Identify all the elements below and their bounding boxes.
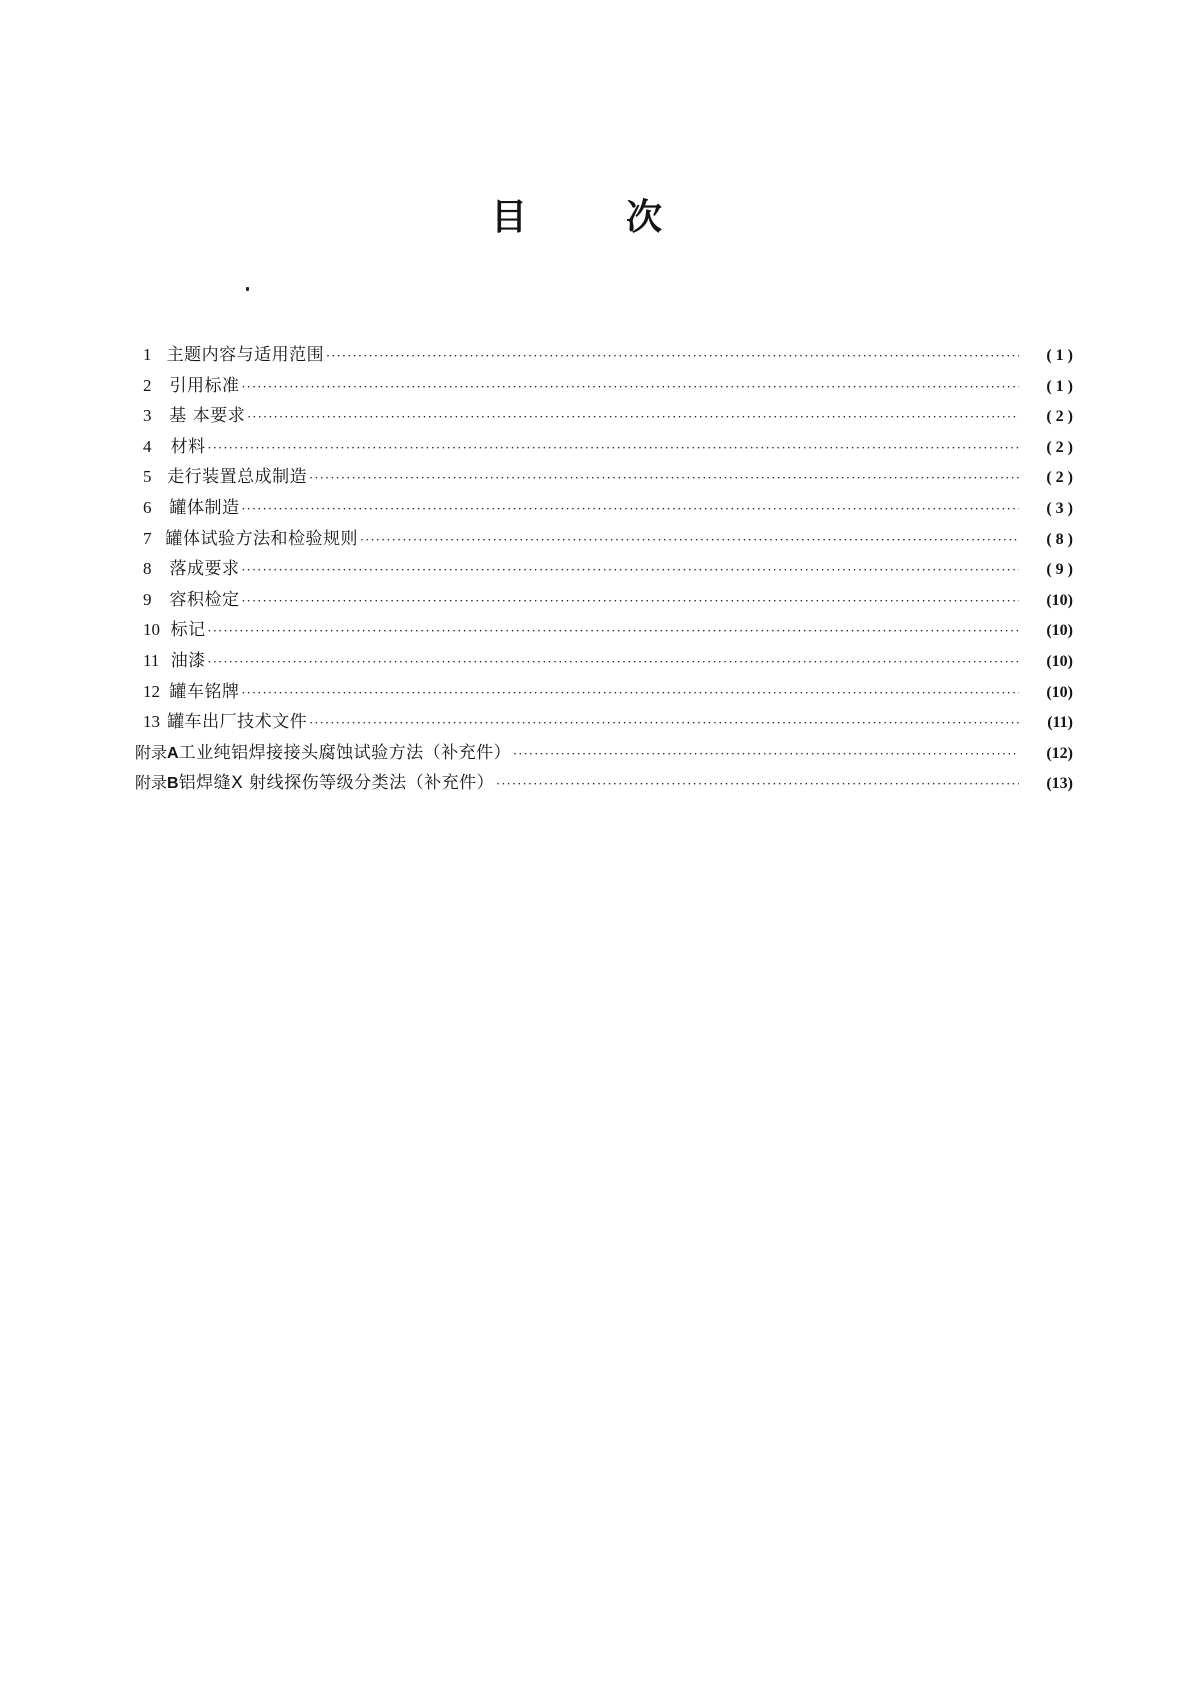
toc-entry-title: 主题内容与适用范围 bbox=[166, 345, 325, 365]
toc-entry-page: (10) bbox=[1046, 683, 1073, 701]
toc-entry-page: (11) bbox=[1047, 714, 1073, 732]
toc-entry-number: 8 bbox=[143, 559, 152, 579]
dot-leader bbox=[208, 616, 1019, 647]
toc-entry-number: 2 bbox=[143, 375, 152, 395]
toc-entry-number: 6 bbox=[143, 497, 152, 517]
toc-entry-title: 容积检定 bbox=[169, 589, 240, 610]
toc-entry-page: ( 9 ) bbox=[1046, 561, 1073, 579]
toc-entry-page: ( 2 ) bbox=[1046, 408, 1073, 426]
dot-leader bbox=[247, 402, 1019, 433]
toc-entry-title: 标记 bbox=[170, 620, 206, 641]
toc-entry[interactable] bbox=[143, 585, 1073, 616]
toc-entry-number: 9 bbox=[143, 589, 152, 609]
appendix-page: (13) bbox=[1046, 775, 1073, 793]
dot-leader bbox=[309, 463, 1019, 494]
toc-entry-page: (10) bbox=[1046, 591, 1073, 609]
toc-entry[interactable] bbox=[143, 371, 1073, 402]
toc-entry-number: 12 bbox=[143, 681, 160, 701]
toc-entry-number: 1 bbox=[143, 345, 152, 364]
toc-entry-number: 5 bbox=[143, 467, 152, 487]
appendix-label: 附录B bbox=[135, 773, 179, 793]
toc-appendix-entry[interactable] bbox=[135, 768, 1073, 799]
toc-entry[interactable] bbox=[143, 401, 1073, 432]
toc-entry[interactable] bbox=[143, 524, 1073, 555]
toc-entry[interactable] bbox=[143, 554, 1073, 585]
appendix-page: (12) bbox=[1046, 744, 1073, 762]
toc-entry-title: 材料 bbox=[170, 436, 206, 457]
toc-entry-title: 落成要求 bbox=[169, 559, 240, 580]
toc-entry-page: (10) bbox=[1046, 652, 1073, 670]
toc-appendix-entry[interactable] bbox=[135, 738, 1073, 769]
toc-entry-title: 罐车出厂技术文件 bbox=[167, 712, 308, 733]
toc-entry-title: 引用标准 bbox=[169, 375, 240, 396]
page-title bbox=[0, 196, 1191, 240]
toc-entry-title: 油漆 bbox=[170, 650, 206, 671]
toc-entry[interactable] bbox=[143, 677, 1073, 708]
toc-entry-number: 4 bbox=[143, 436, 152, 456]
toc-entry-number: 11 bbox=[143, 650, 160, 670]
toc-entry-number: 13 bbox=[143, 712, 160, 732]
toc-entry[interactable] bbox=[143, 493, 1073, 524]
toc-entry-number: 3 bbox=[143, 406, 152, 426]
dot-leader bbox=[513, 739, 1019, 770]
dot-leader bbox=[360, 525, 1019, 556]
toc-entry-number: 7 bbox=[143, 528, 152, 548]
dot-leader bbox=[496, 769, 1019, 800]
dot-leader bbox=[241, 678, 1019, 709]
toc-entry-page: ( 3 ) bbox=[1046, 499, 1073, 517]
toc-entry-title: 走行装置总成制造 bbox=[167, 467, 308, 488]
toc-entry[interactable] bbox=[143, 432, 1073, 463]
toc-entry[interactable] bbox=[143, 615, 1073, 646]
dot-leader bbox=[241, 555, 1019, 586]
dot-leader bbox=[241, 372, 1019, 403]
toc-entry-page: ( 1 ) bbox=[1046, 347, 1073, 364]
toc-entry-title: 罐车铭牌 bbox=[169, 681, 240, 702]
toc-entry-page: ( 2 ) bbox=[1046, 469, 1073, 487]
toc-entry[interactable] bbox=[143, 340, 1073, 371]
dot-leader bbox=[208, 433, 1019, 464]
dot-leader bbox=[241, 494, 1019, 525]
toc-entry-page: (10) bbox=[1046, 622, 1073, 640]
table-of-contents bbox=[135, 340, 1073, 799]
page-title-char-1: 目 bbox=[491, 197, 528, 238]
toc-entry[interactable] bbox=[143, 646, 1073, 677]
toc-entry-page: ( 2 ) bbox=[1046, 438, 1073, 456]
toc-entry-number: 10 bbox=[143, 620, 160, 640]
appendix-title: 铝焊缝X 射线探伤等级分类法（补充件） bbox=[178, 773, 495, 794]
dot-leader bbox=[241, 586, 1019, 617]
scan-speck bbox=[246, 287, 249, 291]
toc-entry-title: 基 本要求 bbox=[169, 406, 246, 427]
toc-entry-title: 罐体制造 bbox=[169, 497, 240, 518]
dot-leader bbox=[309, 708, 1019, 739]
page-title-char-2: 次 bbox=[626, 197, 663, 238]
toc-entry-title: 罐体试验方法和检验规则 bbox=[165, 528, 358, 549]
dot-leader bbox=[326, 341, 1019, 372]
toc-entry[interactable] bbox=[143, 707, 1073, 738]
appendix-title: 工业纯铝焊接接头腐蚀试验方法（补充件） bbox=[178, 742, 512, 763]
toc-entry-page: ( 1 ) bbox=[1046, 377, 1073, 395]
dot-leader bbox=[208, 647, 1019, 678]
appendix-label: 附录A bbox=[135, 742, 179, 762]
toc-entry-page: ( 8 ) bbox=[1046, 530, 1073, 548]
toc-entry[interactable] bbox=[143, 462, 1073, 493]
